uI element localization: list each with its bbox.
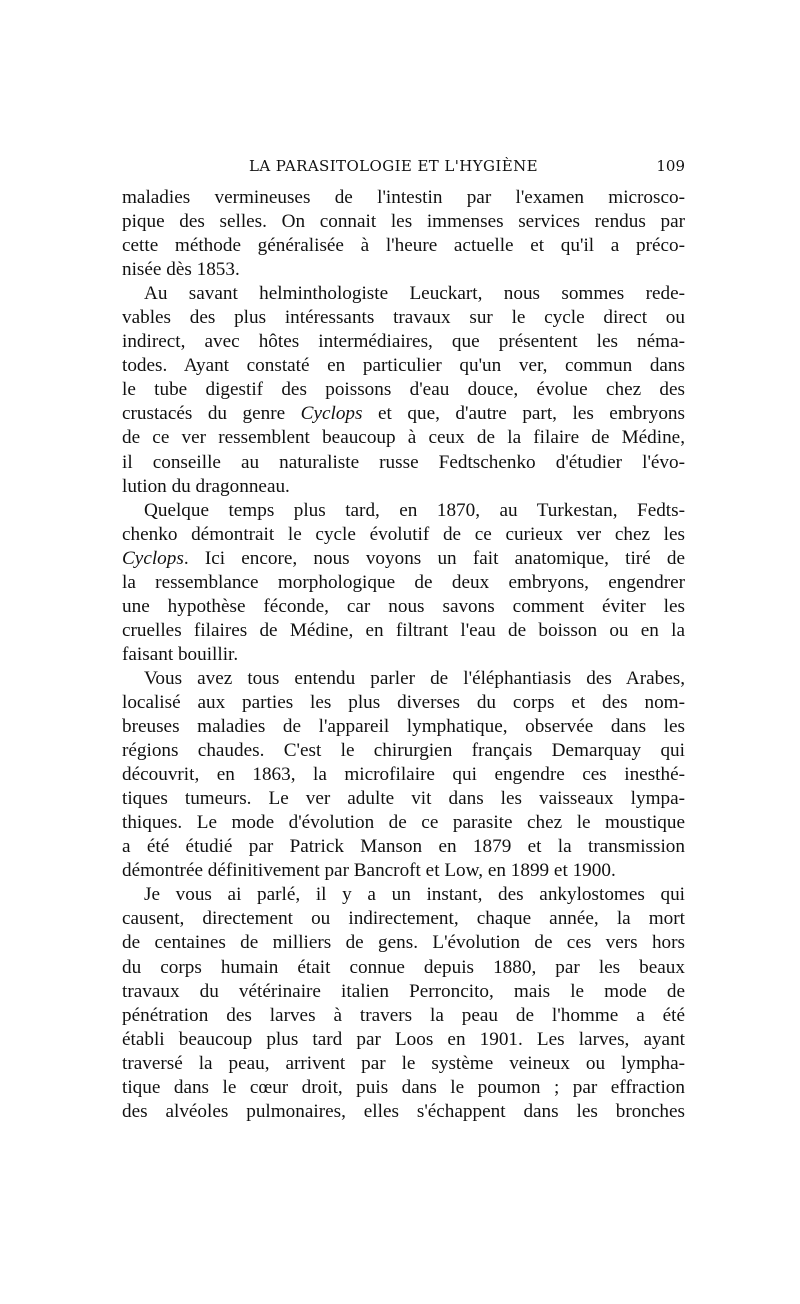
paragraph-4 [122, 667, 685, 883]
text-line: établi beaucoup plus tard par Loos en 1901. Les larves, ayant [122, 1028, 685, 1050]
text-line: découvrit, en 1863, la microfilaire qui engendre ces inesthé- [122, 764, 685, 786]
text-line: du corps humain était connue depuis 1880, par les beaux [122, 956, 685, 978]
text-line: nisée dès 1853. [122, 259, 240, 281]
text-line: vables des plus intéressants travaux sur le cycle direct ou [122, 307, 685, 329]
text-line: thiques. Le mode d'évolution de ce parasite chez le moustique [122, 812, 685, 834]
text-line: breuses maladies de l'appareil lymphatique, observée dans les [122, 716, 685, 738]
text-line: tique dans le cœur droit, puis dans le poumon ; par effraction [122, 1076, 685, 1098]
text-line: traversé la peau, arrivent par le système veineux ou lympha- [122, 1052, 685, 1074]
text-line: crustacés du genre Cyclops et que, d'autre part, les embryons [122, 403, 685, 425]
text-line: régions chaudes. C'est le chirurgien français Demarquay qui [122, 740, 685, 762]
text-line: Je vous ai parlé, il y a un instant, des ankylostomes qui [144, 884, 685, 906]
text-line: pénétration des larves à travers la peau de l'homme a été [122, 1004, 685, 1026]
text-line: Vous avez tous entendu parler de l'éléphantiasis des Arabes, [144, 667, 685, 689]
text-line: maladies vermineuses de l'intestin par l'examen microsco- [122, 187, 685, 208]
text-line: Cyclops. Ici encore, nous voyons un fait anatomique, tiré de [122, 547, 685, 569]
text-line: le tube digestif des poissons d'eau douce, évolue chez des [122, 379, 685, 401]
text-line: cruelles filaires de Médine, en filtrant l'eau de boisson ou en la [122, 619, 685, 641]
text-line: pique des selles. On connait les immenses services rendus par [122, 211, 685, 233]
text-line: Au savant helminthologiste Leuckart, nous sommes rede- [144, 283, 685, 305]
text-line: cette méthode généralisée à l'heure actuelle et qu'il a préco- [122, 235, 685, 257]
paragraph-2 [122, 282, 685, 498]
genus-name: Cyclops [122, 547, 184, 569]
text-line: localisé aux parties les plus diverses du corps et des nom- [122, 691, 685, 713]
paragraph-3 [122, 499, 685, 667]
text-line: todes. Ayant constaté en particulier qu'un ver, commun dans [122, 355, 685, 377]
text-line: travaux du vétérinaire italien Perroncito, mais le mode de [122, 980, 685, 1002]
text-line: lution du dragonneau. [122, 475, 290, 497]
text-line: de ce ver ressemblent beaucoup à ceux de la filaire de Médine, [122, 427, 685, 449]
text-line: tiques tumeurs. Le ver adulte vit dans les vaisseaux lympa- [122, 788, 685, 810]
text-line: faisant bouillir. [122, 643, 239, 665]
paragraph-5 [122, 883, 685, 1123]
text-line: a été étudié par Patrick Manson en 1879 et la transmission [122, 836, 685, 858]
paragraph-1 [122, 186, 685, 282]
text-line: chenko démontrait le cycle évolutif de ce curieux ver chez les [122, 523, 685, 545]
genus-name: Cyclops [300, 403, 363, 425]
text-line: il conseille au naturaliste russe Fedtschenko d'étudier l'évo- [122, 451, 685, 473]
text-line: indirect, avec hôtes intermédiaires, que présentent les néma- [122, 331, 685, 353]
text-line: causent, directement ou indirectement, chaque année, la mort [122, 908, 685, 930]
running-title: LA PARASITOLOGIE ET L'HYGIÈNE [249, 157, 538, 175]
page-number: 109 [656, 157, 685, 175]
text-line: une hypothèse féconde, car nous savons comment éviter les [122, 595, 685, 617]
text-line: de centaines de milliers de gens. L'évolution de ces vers hors [122, 932, 685, 954]
text-line: démontrée définitivement par Bancroft et Low, en 1899 et 1900. [122, 860, 616, 882]
text-line: la ressemblance morphologique de deux embryons, engendrer [122, 571, 685, 593]
running-head [122, 152, 685, 180]
text-line: des alvéoles pulmonaires, elles s'échappent dans les bronches [122, 1100, 685, 1122]
body-text [122, 186, 685, 1124]
text-line: Quelque temps plus tard, en 1870, au Turkestan, Fedts- [144, 499, 685, 521]
